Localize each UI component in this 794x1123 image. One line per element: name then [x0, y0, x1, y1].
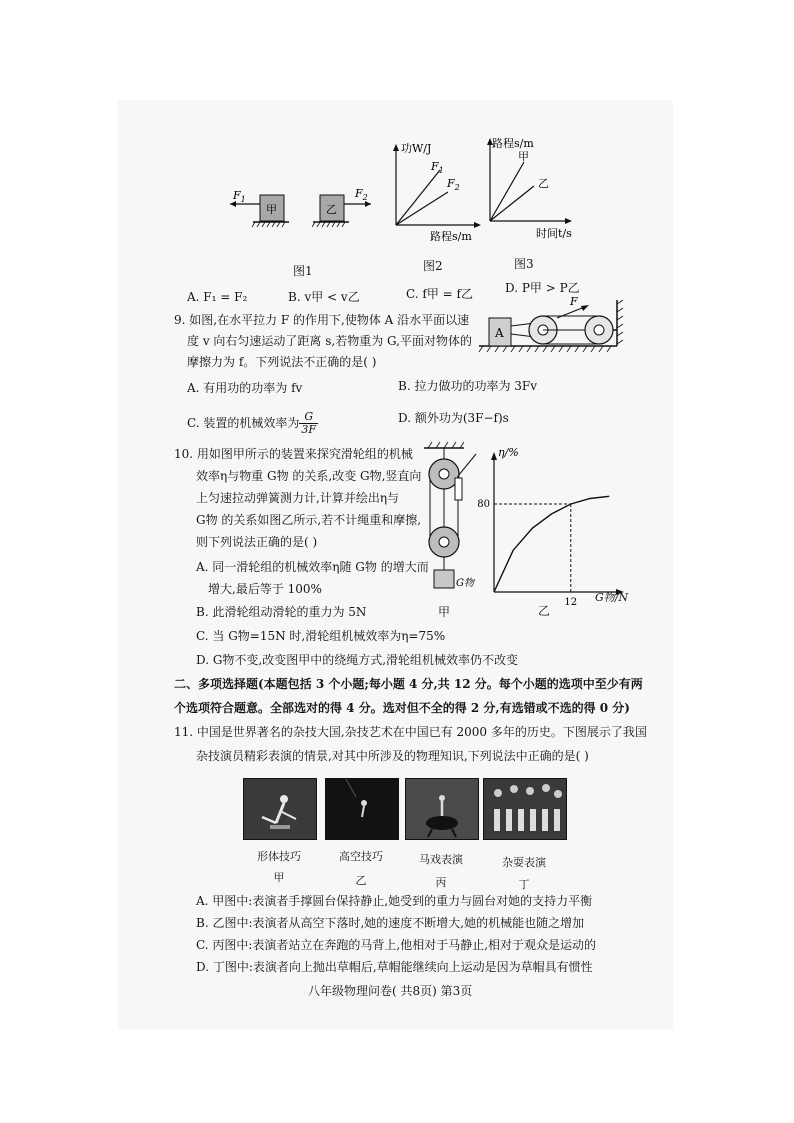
q11-line-1: 11. 中国是世界著名的杂技大国,杂技艺术在中国已有 2000 多年的历史。下图展示了我国	[174, 725, 647, 739]
photo-jia-tag: 甲	[273, 871, 285, 884]
q9-option-c	[187, 411, 318, 436]
chart-x-axis-label: G物/N	[595, 591, 629, 604]
q10-weight	[434, 570, 454, 588]
figure-3	[478, 134, 588, 244]
q11-option-c: C. 丙图中:表演者站立在奔跑的马背上,他相对于马静止,相对于观众是运动的	[196, 938, 597, 952]
q9-option-b: B. 拉力做功的功率为 3Fv	[398, 379, 538, 393]
spring-scale	[455, 478, 462, 500]
fig3-line-jia-label: 甲	[518, 150, 529, 163]
q8-option-c: C. f甲 = f乙	[406, 287, 473, 301]
q10-line-5: 则下列说法正确的是( )	[196, 535, 318, 549]
fig2-caption: 图2	[423, 259, 443, 273]
q8-option-d: D. P甲 > P乙	[505, 281, 580, 295]
photo-yi	[325, 778, 399, 840]
q10-line-2: 效率η与物重 G物 的关系,改变 G物,竖直向	[196, 469, 422, 483]
chart-y-tick-80: 80	[477, 499, 490, 510]
fig2-line-f1-label: $F_1$	[431, 160, 444, 175]
q9-option-a: A. 有用功的功率为 fv	[187, 381, 303, 395]
q10-option-a-line-1: A. 同一滑轮组的机械效率η随 G物 的增大而	[196, 560, 429, 574]
q8-option-a: A. F₁ = F₂	[187, 290, 248, 304]
q8-option-b: B. v甲 < v乙	[288, 290, 360, 304]
q10-fig-yi-caption: 乙	[538, 604, 551, 618]
q9-line-2: 度 v 向右匀速运动了距离 s,若物重为 G,平面对物体的	[187, 334, 472, 348]
block-jia-label: 甲	[266, 203, 277, 216]
photo-yi-title: 高空技巧	[339, 850, 383, 863]
photo-bing	[405, 778, 479, 840]
q9-block-a-label: A	[495, 326, 504, 340]
page-footer: 八年级物理问卷( 共8页) 第3页	[308, 984, 473, 998]
q11-option-a: A. 甲图中:表演者手撑圆台保持静止,她受到的重力与圆台对她的支持力平衡	[196, 894, 593, 908]
fig2-line-f2-label: $F_2$	[447, 177, 460, 192]
q9-fraction-numerator: G	[299, 411, 318, 424]
figure-2	[382, 140, 482, 245]
chart-y-axis-label: η/%	[498, 446, 519, 459]
q10-option-b: B. 此滑轮组动滑轮的重力为 5N	[196, 605, 367, 619]
block-yi-label: 乙	[326, 203, 337, 216]
fig2-x-axis-label: 路程s/m	[430, 230, 472, 243]
fig3-x-axis-label: 时间t/s	[536, 227, 572, 240]
section-2-heading-line-2: 个选项符合题意。全部选对的得 4 分。选对但不全的得 2 分,有选错或不选的得 0 分)	[174, 701, 630, 715]
q9-option-c-text: C. 装置的机械效率为	[187, 416, 300, 430]
fig1-caption: 图1	[293, 264, 313, 278]
q11-line-2: 杂技演员精彩表演的情景,对其中所涉及的物理知识,下列说法中正确的是( )	[196, 749, 589, 763]
q10-line-3: 上匀速拉动弹簧测力计,计算并绘出η与	[196, 491, 400, 505]
q10-weight-label: G物	[456, 578, 474, 589]
q9-line-3: 摩擦力为 f。下列说法不正确的是( )	[187, 355, 377, 369]
fig3-y-axis-label: 路程s/m	[492, 137, 534, 150]
photo-bing-title: 马戏表演	[419, 853, 463, 866]
photo-yi-tag: 乙	[355, 874, 367, 887]
chart-x-tick-12: 12	[564, 597, 578, 607]
fig1-f1-label: $F_1$	[233, 189, 246, 204]
q10-fig-jia-caption: 甲	[438, 605, 451, 619]
q10-option-c: C. 当 G物=15N 时,滑轮组机械效率为η=75%	[196, 629, 446, 643]
photo-ding-title: 杂耍表演	[502, 856, 546, 869]
q10-option-d: D. G物不变,改变图甲中的绕绳方式,滑轮组机械效率仍不改变	[196, 653, 519, 667]
q9-fraction	[299, 411, 318, 436]
q11-option-b: B. 乙图中:表演者从高空下落时,她的速度不断增大,她的机械能也随之增加	[196, 916, 585, 930]
photo-jia-title: 形体技巧	[257, 850, 301, 863]
photo-ding	[483, 778, 567, 840]
q11-option-d: D. 丁图中:表演者向上抛出草帽后,草帽能继续向上运动是因为草帽具有惯性	[196, 960, 593, 974]
fig1-f2-label: $F_2$	[355, 187, 368, 202]
q10-option-a-line-2: 增大,最后等于 100%	[208, 582, 322, 596]
photo-bing-tag: 丙	[435, 876, 447, 889]
section-2-heading-line-1: 二、多项选择题(本题包括 3 个小题;每小题 4 分,共 12 分。每个小题的选项中至少有两	[174, 677, 643, 691]
q10-efficiency-chart	[470, 442, 630, 607]
efficiency-curve	[494, 496, 609, 592]
photo-jia	[243, 778, 317, 840]
photo-ding-tag: 丁	[518, 878, 530, 891]
q9-force-label: F	[570, 296, 578, 308]
q9-fraction-denominator: 3F	[301, 423, 317, 436]
q9-pulley-figure	[477, 296, 629, 356]
q9-line-1: 9. 如图,在水平拉力 F 的作用下,使物体 A 沿水平面以速	[174, 313, 470, 327]
q9-option-d: D. 额外功为(3F−f)s	[398, 411, 509, 425]
q10-line-4: G物 的关系如图乙所示,若不计绳重和摩擦,	[196, 513, 422, 527]
q10-line-1: 10. 用如图甲所示的装置来探究滑轮组的机械	[174, 447, 413, 461]
fig3-caption: 图3	[514, 257, 534, 271]
figure-1	[225, 182, 375, 234]
fig2-y-axis-label: 功W/J	[401, 142, 432, 155]
fig3-line-yi-label: 乙	[538, 177, 549, 190]
